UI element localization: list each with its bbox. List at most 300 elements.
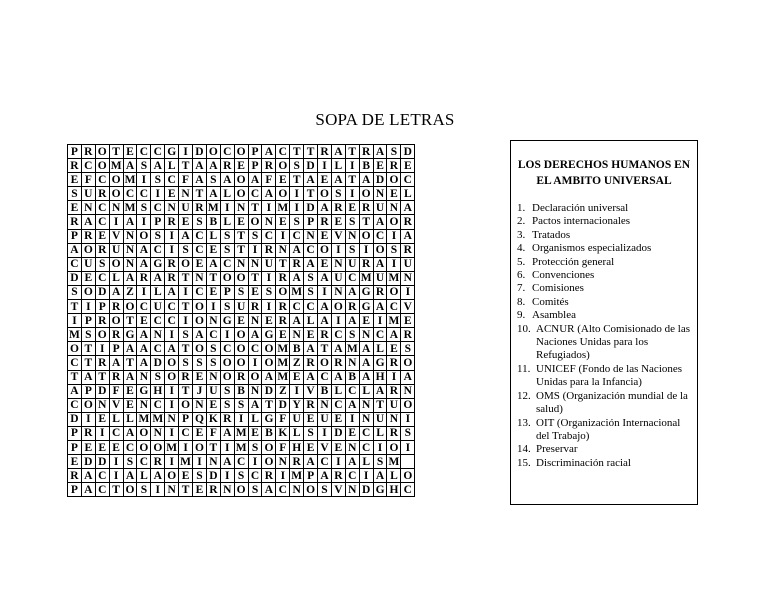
grid-cell[interactable]: R (276, 271, 290, 285)
grid-cell[interactable]: T (248, 271, 262, 285)
grid-cell[interactable]: R (401, 215, 415, 229)
grid-cell[interactable]: M (388, 455, 400, 468)
grid-cell[interactable]: C (248, 469, 262, 483)
grid-cell[interactable]: P (68, 145, 82, 159)
grid-cell[interactable]: G (262, 412, 276, 426)
grid-cell[interactable]: F (262, 173, 276, 187)
grid-cell[interactable]: R (220, 412, 234, 426)
grid-cell[interactable]: D (359, 483, 373, 497)
grid-cell[interactable]: S (262, 285, 276, 299)
grid-cell[interactable]: D (262, 384, 276, 398)
grid-cell[interactable]: A (123, 426, 137, 440)
grid-cell[interactable]: A (262, 370, 276, 384)
grid-cell[interactable]: R (331, 201, 345, 215)
grid-cell[interactable]: S (387, 145, 401, 159)
grid-cell[interactable]: I (81, 412, 95, 426)
grid-cell[interactable]: E (68, 455, 82, 469)
grid-cell[interactable]: B (290, 342, 304, 356)
grid-cell[interactable]: E (401, 314, 415, 328)
grid-cell[interactable]: R (109, 328, 123, 342)
grid-cell[interactable]: C (123, 440, 137, 454)
grid-cell[interactable]: P (68, 229, 82, 243)
grid-cell[interactable]: P (151, 215, 165, 229)
grid-cell[interactable]: I (387, 257, 401, 271)
grid-cell[interactable]: T (234, 243, 248, 257)
grid-cell[interactable]: C (81, 159, 95, 173)
grid-cell[interactable]: L (304, 314, 318, 328)
grid-cell[interactable]: I (165, 398, 179, 412)
grid-cell[interactable]: S (179, 356, 193, 370)
grid-cell[interactable]: N (248, 384, 262, 398)
grid-cell[interactable]: V (401, 300, 415, 314)
grid-cell[interactable]: D (151, 356, 165, 370)
grid-cell[interactable]: A (179, 229, 193, 243)
grid-cell[interactable]: L (248, 412, 262, 426)
grid-cell[interactable]: A (331, 145, 345, 159)
grid-cell[interactable]: O (95, 145, 109, 159)
grid-cell[interactable]: A (109, 356, 123, 370)
grid-cell[interactable]: D (81, 455, 95, 469)
grid-cell[interactable]: U (151, 300, 165, 314)
grid-cell[interactable]: E (109, 440, 123, 454)
grid-cell[interactable]: R (137, 271, 151, 285)
grid-cell[interactable]: G (373, 356, 387, 370)
grid-cell[interactable]: D (401, 145, 415, 159)
grid-cell[interactable]: A (123, 469, 137, 483)
grid-cell[interactable]: T (109, 145, 123, 159)
grid-cell[interactable]: R (262, 243, 276, 257)
grid-cell[interactable]: R (68, 215, 82, 229)
grid-cell[interactable]: N (206, 455, 220, 469)
grid-cell[interactable]: M (277, 201, 289, 214)
grid-cell[interactable]: A (123, 342, 137, 356)
grid-cell[interactable]: M (388, 314, 400, 327)
grid-cell[interactable]: O (234, 187, 248, 201)
grid-cell[interactable]: A (345, 285, 359, 299)
grid-cell[interactable]: C (401, 173, 415, 187)
grid-cell[interactable]: I (345, 187, 359, 201)
grid-cell[interactable]: R (234, 370, 248, 384)
grid-cell[interactable]: T (179, 271, 193, 285)
grid-cell[interactable]: C (95, 201, 109, 215)
grid-cell[interactable]: C (68, 356, 82, 370)
grid-cell[interactable]: O (262, 342, 276, 356)
grid-cell[interactable]: A (359, 370, 373, 384)
grid-cell[interactable]: R (68, 159, 82, 173)
grid-cell[interactable]: L (109, 412, 123, 426)
grid-cell[interactable]: A (123, 159, 137, 173)
grid-cell[interactable]: I (290, 187, 304, 201)
grid-cell[interactable]: O (262, 440, 276, 454)
grid-cell[interactable]: R (248, 300, 262, 314)
grid-cell[interactable]: N (165, 201, 179, 215)
grid-cell[interactable]: I (179, 145, 193, 159)
grid-cell[interactable]: R (151, 455, 165, 469)
grid-cell[interactable]: E (95, 440, 109, 454)
grid-cell[interactable]: T (123, 356, 137, 370)
grid-cell[interactable]: A (81, 469, 95, 483)
grid-cell[interactable]: A (290, 243, 304, 257)
grid-cell[interactable]: C (359, 426, 373, 440)
grid-cell[interactable]: T (179, 483, 193, 497)
grid-cell[interactable]: H (373, 370, 387, 384)
grid-cell[interactable]: M (152, 413, 164, 426)
grid-cell[interactable]: R (165, 215, 179, 229)
grid-cell[interactable]: G (151, 257, 165, 271)
grid-cell[interactable]: P (248, 145, 262, 159)
grid-cell[interactable]: S (137, 159, 151, 173)
grid-cell[interactable]: V (109, 229, 123, 243)
grid-cell[interactable]: S (220, 243, 234, 257)
grid-cell[interactable]: A (193, 173, 207, 187)
grid-cell[interactable]: S (179, 328, 193, 342)
grid-cell[interactable]: N (276, 455, 290, 469)
grid-cell[interactable]: M (277, 371, 289, 384)
grid-cell[interactable]: C (95, 469, 109, 483)
grid-cell[interactable]: E (359, 314, 373, 328)
grid-cell[interactable]: N (401, 271, 415, 285)
grid-cell[interactable]: G (220, 314, 234, 328)
grid-cell[interactable]: I (165, 455, 179, 469)
grid-cell[interactable]: N (290, 483, 304, 497)
grid-cell[interactable]: C (68, 398, 82, 412)
grid-cell[interactable]: R (193, 201, 207, 215)
grid-cell[interactable]: S (137, 201, 151, 215)
grid-cell[interactable]: I (401, 440, 415, 454)
grid-cell[interactable]: O (234, 271, 248, 285)
grid-cell[interactable]: F (206, 426, 220, 440)
grid-cell[interactable]: N (359, 328, 373, 342)
grid-cell[interactable]: U (373, 412, 387, 426)
grid-cell[interactable]: L (220, 215, 234, 229)
grid-cell[interactable]: A (151, 271, 165, 285)
grid-cell[interactable]: C (220, 342, 234, 356)
grid-cell[interactable]: L (401, 187, 415, 201)
grid-cell[interactable]: E (401, 159, 415, 173)
grid-cell[interactable]: O (401, 356, 415, 370)
grid-cell[interactable]: E (68, 173, 82, 187)
grid-cell[interactable]: A (123, 215, 137, 229)
grid-cell[interactable]: O (137, 440, 151, 454)
grid-cell[interactable]: E (318, 173, 332, 187)
grid-cell[interactable]: C (262, 229, 276, 243)
grid-cell[interactable]: I (387, 229, 401, 243)
grid-cell[interactable]: E (81, 440, 95, 454)
grid-cell[interactable]: T (290, 173, 304, 187)
grid-cell[interactable]: S (95, 257, 109, 271)
grid-cell[interactable]: C (206, 328, 220, 342)
grid-cell[interactable]: S (68, 187, 82, 201)
grid-cell[interactable]: C (290, 229, 304, 243)
grid-cell[interactable]: E (276, 215, 290, 229)
grid-cell[interactable]: C (193, 285, 207, 299)
grid-cell[interactable]: N (123, 257, 137, 271)
grid-cell[interactable]: T (68, 370, 82, 384)
grid-cell[interactable]: R (387, 426, 401, 440)
grid-cell[interactable]: N (359, 398, 373, 412)
grid-cell[interactable]: O (193, 300, 207, 314)
grid-cell[interactable]: A (193, 328, 207, 342)
grid-cell[interactable]: E (345, 201, 359, 215)
grid-cell[interactable]: U (331, 271, 345, 285)
grid-cell[interactable]: E (193, 483, 207, 497)
grid-cell[interactable]: A (318, 314, 332, 328)
grid-cell[interactable]: A (345, 398, 359, 412)
grid-cell[interactable]: P (304, 215, 318, 229)
grid-cell[interactable]: O (220, 271, 234, 285)
grid-cell[interactable]: V (109, 398, 123, 412)
grid-cell[interactable]: S (345, 215, 359, 229)
grid-cell[interactable]: I (373, 440, 387, 454)
grid-cell[interactable]: I (290, 384, 304, 398)
grid-cell[interactable]: O (387, 440, 401, 454)
grid-cell[interactable]: N (234, 201, 248, 215)
grid-cell[interactable]: R (95, 356, 109, 370)
grid-cell[interactable]: R (318, 145, 332, 159)
grid-cell[interactable]: D (304, 201, 318, 215)
grid-cell[interactable]: A (262, 483, 276, 497)
grid-cell[interactable]: C (373, 229, 387, 243)
grid-cell[interactable]: R (290, 455, 304, 469)
grid-cell[interactable]: H (290, 440, 304, 454)
grid-cell[interactable]: I (109, 455, 123, 469)
grid-cell[interactable]: O (193, 342, 207, 356)
grid-cell[interactable]: O (81, 243, 95, 257)
grid-cell[interactable]: O (179, 398, 193, 412)
grid-cell[interactable]: M (277, 342, 289, 355)
grid-cell[interactable]: O (318, 243, 332, 257)
grid-cell[interactable]: E (193, 426, 207, 440)
grid-cell[interactable]: N (345, 229, 359, 243)
grid-cell[interactable]: U (109, 243, 123, 257)
grid-cell[interactable]: T (95, 370, 109, 384)
grid-cell[interactable]: O (387, 215, 401, 229)
grid-cell[interactable]: E (165, 187, 179, 201)
grid-cell[interactable]: L (331, 159, 345, 173)
grid-cell[interactable]: N (248, 257, 262, 271)
grid-cell[interactable]: I (179, 440, 193, 454)
grid-cell[interactable]: O (401, 469, 415, 483)
grid-cell[interactable]: A (373, 145, 387, 159)
grid-cell[interactable]: I (109, 215, 123, 229)
grid-cell[interactable]: G (359, 285, 373, 299)
grid-cell[interactable]: S (248, 483, 262, 497)
grid-cell[interactable]: E (387, 342, 401, 356)
grid-cell[interactable]: E (276, 328, 290, 342)
grid-cell[interactable]: A (359, 356, 373, 370)
grid-cell[interactable]: O (234, 356, 248, 370)
grid-cell[interactable]: P (248, 159, 262, 173)
grid-cell[interactable]: I (68, 314, 82, 328)
grid-cell[interactable]: I (95, 426, 109, 440)
grid-cell[interactable]: O (262, 455, 276, 469)
grid-cell[interactable]: C (318, 370, 332, 384)
grid-cell[interactable]: A (290, 271, 304, 285)
grid-cell[interactable]: O (234, 342, 248, 356)
grid-cell[interactable]: M (124, 173, 136, 186)
grid-cell[interactable]: A (262, 187, 276, 201)
grid-cell[interactable]: I (165, 243, 179, 257)
grid-cell[interactable]: A (373, 469, 387, 483)
grid-cell[interactable]: O (276, 159, 290, 173)
grid-cell[interactable]: I (95, 342, 109, 356)
grid-cell[interactable]: O (234, 173, 248, 187)
grid-cell[interactable]: N (165, 483, 179, 497)
grid-cell[interactable]: C (401, 483, 415, 497)
grid-cell[interactable]: A (345, 455, 359, 469)
grid-cell[interactable]: E (206, 285, 220, 299)
grid-cell[interactable]: C (137, 145, 151, 159)
grid-cell[interactable]: A (318, 469, 332, 483)
grid-cell[interactable]: E (290, 370, 304, 384)
grid-cell[interactable]: C (248, 187, 262, 201)
grid-cell[interactable]: I (151, 187, 165, 201)
grid-cell[interactable]: C (304, 300, 318, 314)
grid-cell[interactable]: C (95, 483, 109, 497)
grid-cell[interactable]: T (123, 314, 137, 328)
grid-cell[interactable]: S (179, 243, 193, 257)
grid-cell[interactable]: S (220, 229, 234, 243)
grid-cell[interactable]: O (304, 483, 318, 497)
grid-cell[interactable]: I (331, 243, 345, 257)
grid-cell[interactable]: A (304, 370, 318, 384)
grid-cell[interactable]: I (220, 328, 234, 342)
grid-cell[interactable]: O (95, 159, 109, 173)
grid-cell[interactable]: O (248, 370, 262, 384)
grid-cell[interactable]: C (123, 187, 137, 201)
grid-cell[interactable]: I (290, 201, 304, 215)
grid-cell[interactable]: C (234, 455, 248, 469)
grid-cell[interactable]: Q (193, 412, 207, 426)
grid-cell[interactable]: A (165, 285, 179, 299)
grid-cell[interactable]: E (318, 257, 332, 271)
grid-cell[interactable]: A (248, 328, 262, 342)
grid-cell[interactable]: O (81, 285, 95, 299)
grid-cell[interactable]: M (124, 201, 136, 214)
grid-cell[interactable]: B (206, 215, 220, 229)
grid-cell[interactable]: I (318, 159, 332, 173)
grid-cell[interactable]: N (345, 483, 359, 497)
grid-cell[interactable]: A (304, 455, 318, 469)
grid-cell[interactable]: O (165, 469, 179, 483)
grid-cell[interactable]: E (276, 173, 290, 187)
grid-cell[interactable]: I (165, 426, 179, 440)
grid-cell[interactable]: I (248, 243, 262, 257)
grid-cell[interactable]: R (95, 187, 109, 201)
grid-cell[interactable]: N (345, 356, 359, 370)
grid-cell[interactable]: N (151, 328, 165, 342)
grid-cell[interactable]: A (331, 173, 345, 187)
grid-cell[interactable]: S (387, 243, 401, 257)
grid-cell[interactable]: R (304, 356, 318, 370)
grid-cell[interactable]: T (179, 300, 193, 314)
grid-cell[interactable]: S (401, 342, 415, 356)
grid-cell[interactable]: S (248, 440, 262, 454)
grid-cell[interactable]: T (318, 342, 332, 356)
grid-cell[interactable]: K (276, 426, 290, 440)
grid-cell[interactable]: R (290, 257, 304, 271)
grid-cell[interactable]: C (276, 145, 290, 159)
grid-cell[interactable]: M (235, 427, 247, 440)
grid-cell[interactable]: M (166, 441, 178, 454)
grid-cell[interactable]: A (206, 187, 220, 201)
grid-cell[interactable]: S (304, 426, 318, 440)
grid-cell[interactable]: N (401, 384, 415, 398)
grid-cell[interactable]: R (68, 469, 82, 483)
grid-cell[interactable]: C (345, 271, 359, 285)
grid-cell[interactable]: T (262, 398, 276, 412)
grid-cell[interactable]: C (290, 300, 304, 314)
grid-cell[interactable]: O (137, 426, 151, 440)
grid-cell[interactable]: N (262, 215, 276, 229)
grid-cell[interactable]: J (193, 384, 207, 398)
grid-cell[interactable]: O (220, 370, 234, 384)
grid-cell[interactable]: A (151, 159, 165, 173)
grid-cell[interactable]: R (109, 300, 123, 314)
grid-cell[interactable]: L (373, 342, 387, 356)
grid-cell[interactable]: C (220, 145, 234, 159)
grid-cell[interactable]: O (387, 173, 401, 187)
grid-cell[interactable]: A (137, 257, 151, 271)
grid-cell[interactable]: T (304, 145, 318, 159)
grid-cell[interactable]: D (304, 159, 318, 173)
grid-cell[interactable]: M (388, 272, 400, 285)
grid-cell[interactable]: R (276, 300, 290, 314)
grid-cell[interactable]: E (179, 469, 193, 483)
grid-cell[interactable]: T (373, 398, 387, 412)
grid-cell[interactable]: C (95, 173, 109, 187)
grid-cell[interactable]: F (179, 173, 193, 187)
grid-cell[interactable]: I (137, 173, 151, 187)
grid-cell[interactable]: S (151, 370, 165, 384)
grid-cell[interactable]: R (262, 469, 276, 483)
grid-cell[interactable]: O (68, 342, 82, 356)
grid-cell[interactable]: A (331, 370, 345, 384)
grid-cell[interactable]: U (318, 412, 332, 426)
grid-cell[interactable]: A (193, 159, 207, 173)
grid-cell[interactable]: C (345, 469, 359, 483)
grid-cell[interactable]: A (373, 215, 387, 229)
grid-cell[interactable]: I (262, 271, 276, 285)
grid-cell[interactable]: S (234, 469, 248, 483)
grid-cell[interactable]: N (123, 229, 137, 243)
grid-cell[interactable]: Y (290, 398, 304, 412)
grid-cell[interactable]: I (387, 370, 401, 384)
grid-cell[interactable]: S (193, 215, 207, 229)
grid-cell[interactable]: S (193, 356, 207, 370)
grid-cell[interactable]: R (387, 356, 401, 370)
grid-cell[interactable]: I (137, 285, 151, 299)
grid-cell[interactable] (401, 455, 415, 469)
grid-cell[interactable]: D (68, 412, 82, 426)
grid-cell[interactable]: F (276, 412, 290, 426)
grid-cell[interactable]: A (401, 201, 415, 215)
grid-cell[interactable]: I (359, 243, 373, 257)
grid-cell[interactable]: P (304, 469, 318, 483)
grid-cell[interactable]: E (95, 412, 109, 426)
grid-cell[interactable]: N (137, 370, 151, 384)
grid-cell[interactable]: I (220, 201, 234, 215)
grid-cell[interactable]: R (359, 257, 373, 271)
grid-cell[interactable]: C (137, 187, 151, 201)
grid-cell[interactable]: E (234, 215, 248, 229)
grid-cell[interactable]: I (359, 469, 373, 483)
grid-cell[interactable]: R (373, 285, 387, 299)
grid-cell[interactable]: U (179, 201, 193, 215)
grid-cell[interactable]: R (401, 243, 415, 257)
grid-cell[interactable]: S (206, 356, 220, 370)
grid-cell[interactable]: E (206, 398, 220, 412)
